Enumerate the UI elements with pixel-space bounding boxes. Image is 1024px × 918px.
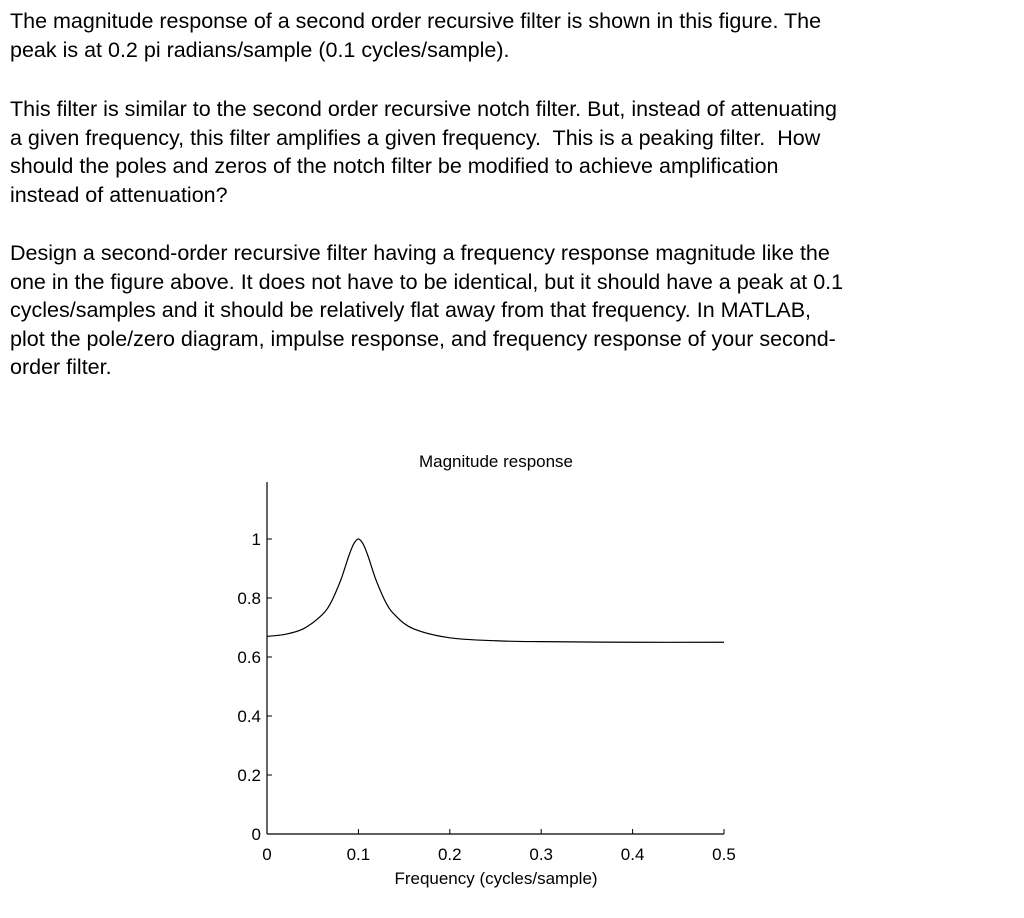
text-line: The magnitude response of a second order recursive filter is shown in this figure. The xyxy=(10,9,822,33)
y-tick-label: 0.6 xyxy=(237,648,261,667)
text-line: plot the pole/zero diagram, impulse response, and frequency response of your second- xyxy=(10,326,836,351)
y-tick-label: 0 xyxy=(251,825,261,844)
text-line: peak is at 0.2 pi radians/sample (0.1 cycles/sample). xyxy=(10,37,510,62)
series-line xyxy=(267,539,724,642)
x-axis-label: Frequency (cycles/sample) xyxy=(394,869,598,888)
y-tick-label: 1 xyxy=(251,530,261,549)
x-tick-label: 0 xyxy=(262,845,272,864)
text-line: Design a second-order recursive filter having a frequency response magnitude like the xyxy=(10,241,830,265)
x-tick-label: 0.5 xyxy=(712,845,736,864)
x-tick-label: 0.2 xyxy=(437,845,462,864)
x-tick-label: 0.3 xyxy=(529,845,554,864)
y-tick-label: 0.2 xyxy=(237,766,261,785)
text-line: This filter is similar to the second order recursive notch filter. But, instead of attenuating xyxy=(10,97,837,121)
text-line: order filter. xyxy=(10,355,112,379)
y-tick-label: 0.8 xyxy=(237,589,261,608)
text-line: one in the figure above. It does not have to be identical, but it should have a peak at 0.1 xyxy=(10,269,844,294)
text-line: a given frequency, this filter amplifies a given frequency. This is a peaking filter. How xyxy=(10,125,821,150)
text-line: instead of attenuation? xyxy=(10,182,228,207)
x-tick-label: 0.4 xyxy=(620,845,645,864)
text-line: cycles/samples and it should be relatively flat away from that frequency. In MATLAB, xyxy=(10,298,812,322)
chart-title: Magnitude response xyxy=(418,452,574,471)
text-line: should the poles and zeros of the notch filter be modified to achieve amplification xyxy=(10,154,779,178)
y-tick-label: 0.4 xyxy=(237,707,261,726)
x-tick-label: 0.1 xyxy=(346,845,371,864)
